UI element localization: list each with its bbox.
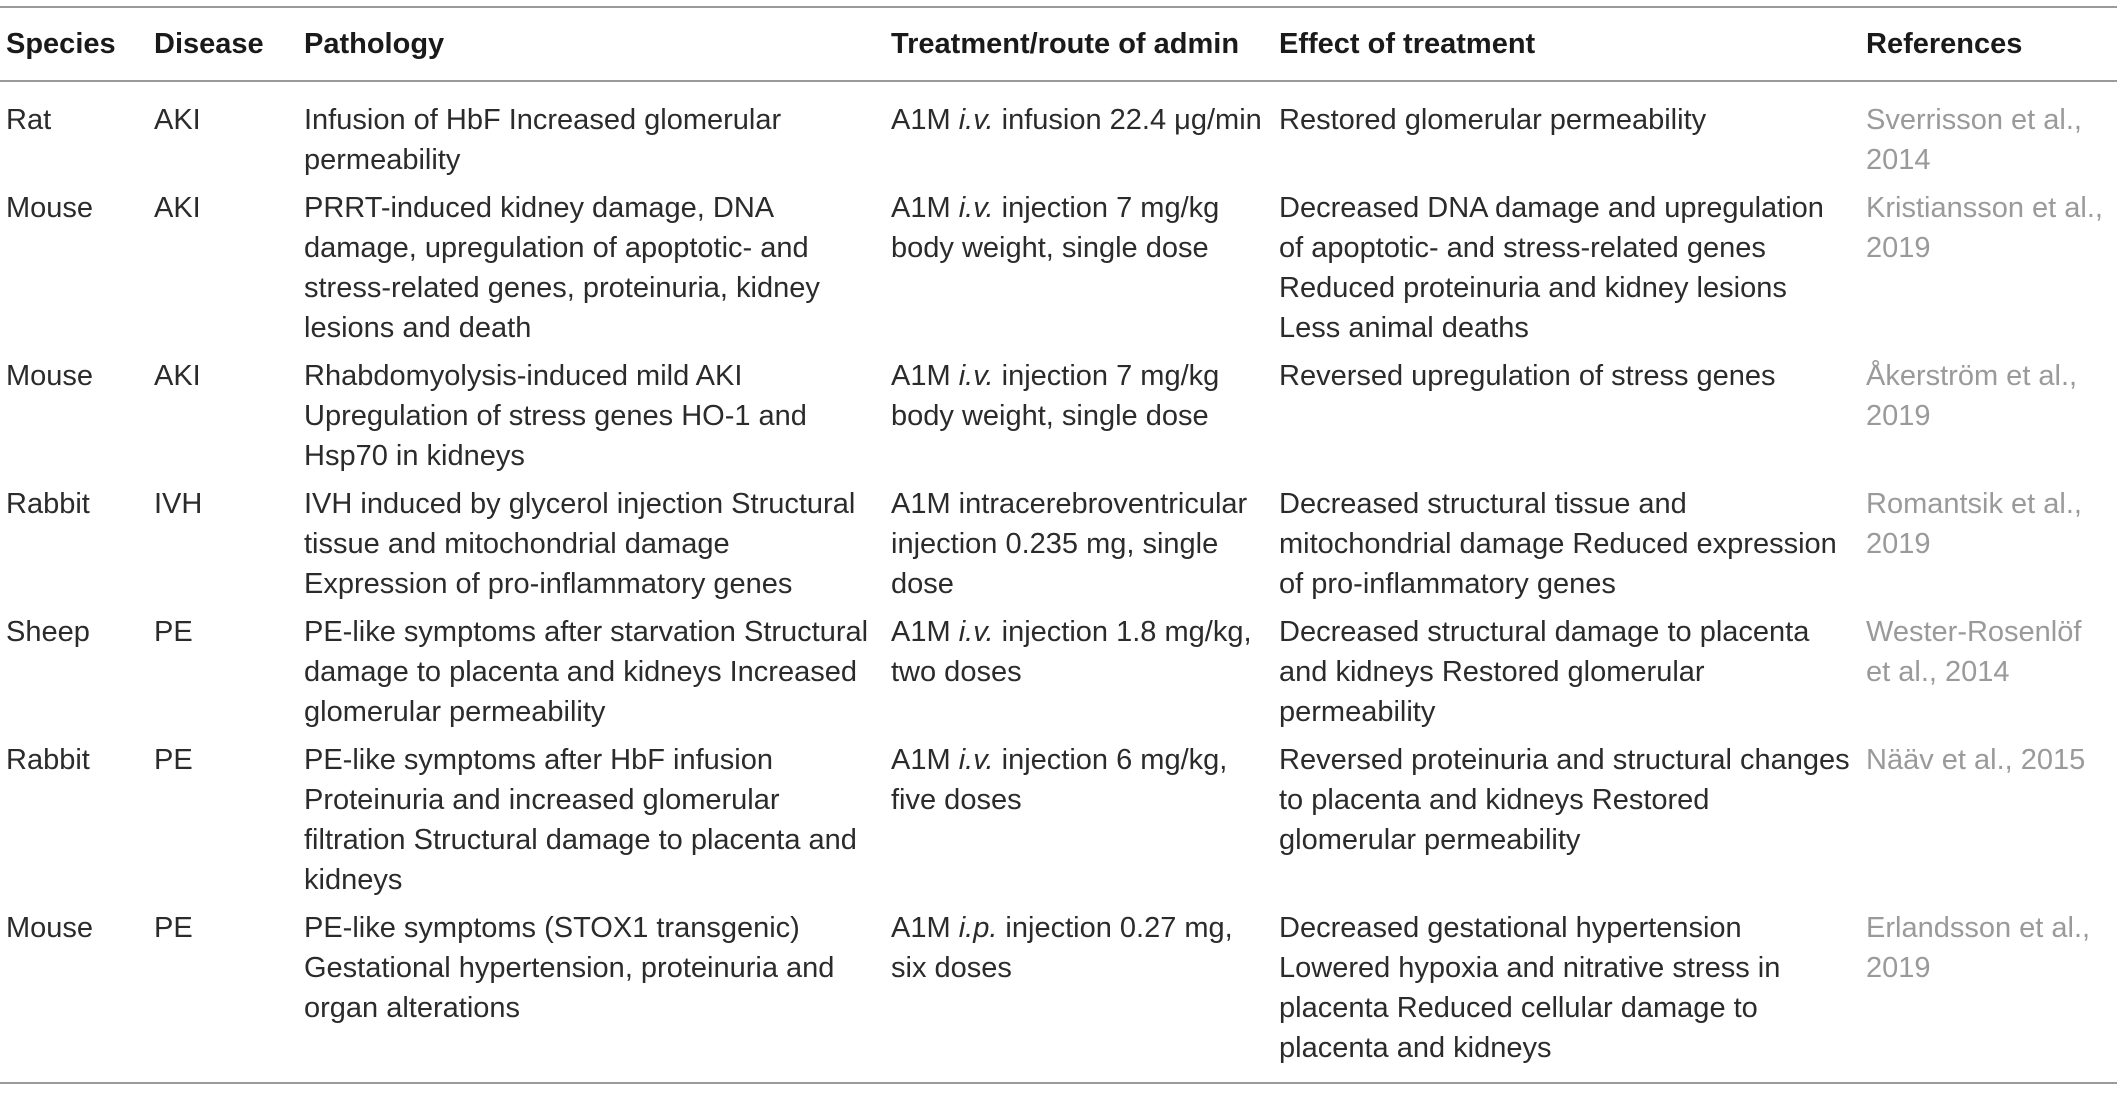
cell-reference[interactable]: Sverrisson et al., 2014 [1866, 104, 2082, 176]
cell-disease: PE [154, 616, 193, 648]
treatment-text: infusion 22.4 μg/min [993, 104, 1262, 136]
cell-pathology: PE-like symptoms after HbF infusion Proteinuria and increased glomerular filtration Structural damage to placenta and kidneys [304, 744, 857, 896]
header-references: References [1866, 28, 2023, 60]
cell-pathology: PRRT-induced kidney damage, DNA damage, upregulation of apoptotic- and stress-related genes, proteinuria, kidney lesions and death [304, 192, 820, 344]
table-row [0, 484, 2117, 612]
cell-pathology: PE-like symptoms after starvation Structural damage to placenta and kidneys Increased glomerular permeability [304, 616, 869, 728]
treatment-text: injection 1.8 mg/kg, two doses [891, 616, 1252, 688]
cell-reference[interactable]: Romantsik et al., 2019 [1866, 488, 2082, 560]
cell-effect: Restored glomerular permeability [1279, 104, 1707, 136]
treatment-text: A1M [891, 192, 959, 224]
cell-reference[interactable]: Åkerström et al., 2019 [1866, 360, 2078, 432]
cell-treatment [885, 356, 1273, 484]
cell-species: Rat [6, 104, 52, 136]
cell-disease: AKI [154, 104, 201, 136]
cell-disease: IVH [154, 488, 203, 520]
cell-pathology: Infusion of HbF Increased glomerular permeability [304, 104, 782, 176]
cell-pathology: IVH induced by glycerol injection Structural tissue and mitochondrial damage Expression of pro-inflammatory genes [304, 488, 856, 600]
cell-treatment [885, 484, 1273, 612]
cell-effect: Reversed upregulation of stress genes [1279, 360, 1776, 392]
cell-treatment [885, 908, 1273, 1083]
table-header-row [0, 7, 2117, 81]
header-effect: Effect of treatment [1279, 28, 1536, 60]
cell-effect: Decreased DNA damage and upregulation of apoptotic- and stress-related genes Reduced proteinuria and kidney lesions Less animal deaths [1279, 192, 1824, 344]
a1m-treatment-table [0, 6, 2117, 1084]
table-row [0, 188, 2117, 356]
route-abbrev: i.v. [958, 104, 994, 136]
header-species: Species [6, 28, 116, 60]
treatment-text: A1M [891, 912, 959, 944]
cell-effect: Decreased gestational hypertension Lowered hypoxia and nitrative stress in placenta Reduced cellular damage to placenta and kidneys [1279, 912, 1781, 1064]
route-abbrev: i.v. [958, 616, 994, 648]
route-abbrev: i.v. [958, 360, 994, 392]
cell-species: Rabbit [6, 744, 90, 776]
cell-treatment [885, 188, 1273, 356]
cell-treatment [885, 81, 1273, 188]
treatment-text: A1M [891, 744, 959, 776]
cell-species: Mouse [6, 192, 94, 224]
cell-effect: Reversed proteinuria and structural changes to placenta and kidneys Restored glomerular permeability [1279, 744, 1850, 856]
cell-reference[interactable]: Erlandsson et al., 2019 [1866, 912, 2091, 984]
table-row [0, 612, 2117, 740]
treatment-text: injection 7 mg/kg body weight, single dose [891, 192, 1220, 264]
table-row [0, 81, 2117, 188]
cell-reference[interactable]: Nääv et al., 2015 [1866, 744, 2086, 776]
cell-treatment [885, 612, 1273, 740]
table-row [0, 908, 2117, 1083]
treatment-text: injection 0.27 mg, six doses [891, 912, 1233, 984]
cell-species: Mouse [6, 912, 94, 944]
treatment-text: A1M intracerebroventricular injection 0.235 mg, single dose [891, 488, 1248, 600]
cell-treatment [885, 740, 1273, 908]
cell-species: Sheep [6, 616, 90, 648]
header-pathology: Pathology [304, 28, 445, 60]
header-disease: Disease [154, 28, 264, 60]
treatment-text: injection 6 mg/kg, five doses [891, 744, 1228, 816]
route-abbrev: i.v. [958, 744, 994, 776]
cell-reference[interactable]: Kristiansson et al., 2019 [1866, 192, 2103, 264]
cell-pathology: PE-like symptoms (STOX1 transgenic) Gestational hypertension, proteinuria and organ alterations [304, 912, 835, 1024]
treatment-text: A1M [891, 104, 959, 136]
cell-reference[interactable]: Wester-Rosenlöf et al., 2014 [1866, 616, 2082, 688]
cell-disease: AKI [154, 192, 201, 224]
table-row [0, 356, 2117, 484]
treatment-text: A1M [891, 360, 959, 392]
cell-species: Mouse [6, 360, 94, 392]
cell-disease: PE [154, 744, 193, 776]
route-abbrev: i.v. [958, 192, 994, 224]
table-row [0, 740, 2117, 908]
header-treatment: Treatment/route of admin [891, 28, 1240, 60]
cell-pathology: Rhabdomyolysis-induced mild AKI Upregulation of stress genes HO-1 and Hsp70 in kidneys [304, 360, 807, 472]
route-abbrev: i.p. [958, 912, 998, 944]
treatment-text: injection 7 mg/kg body weight, single dose [891, 360, 1220, 432]
cell-species: Rabbit [6, 488, 90, 520]
cell-disease: AKI [154, 360, 201, 392]
cell-effect: Decreased structural tissue and mitochondrial damage Reduced expression of pro-inflammatory genes [1279, 488, 1837, 600]
treatment-text: A1M [891, 616, 959, 648]
cell-disease: PE [154, 912, 193, 944]
cell-effect: Decreased structural damage to placenta and kidneys Restored glomerular permeability [1279, 616, 1810, 728]
